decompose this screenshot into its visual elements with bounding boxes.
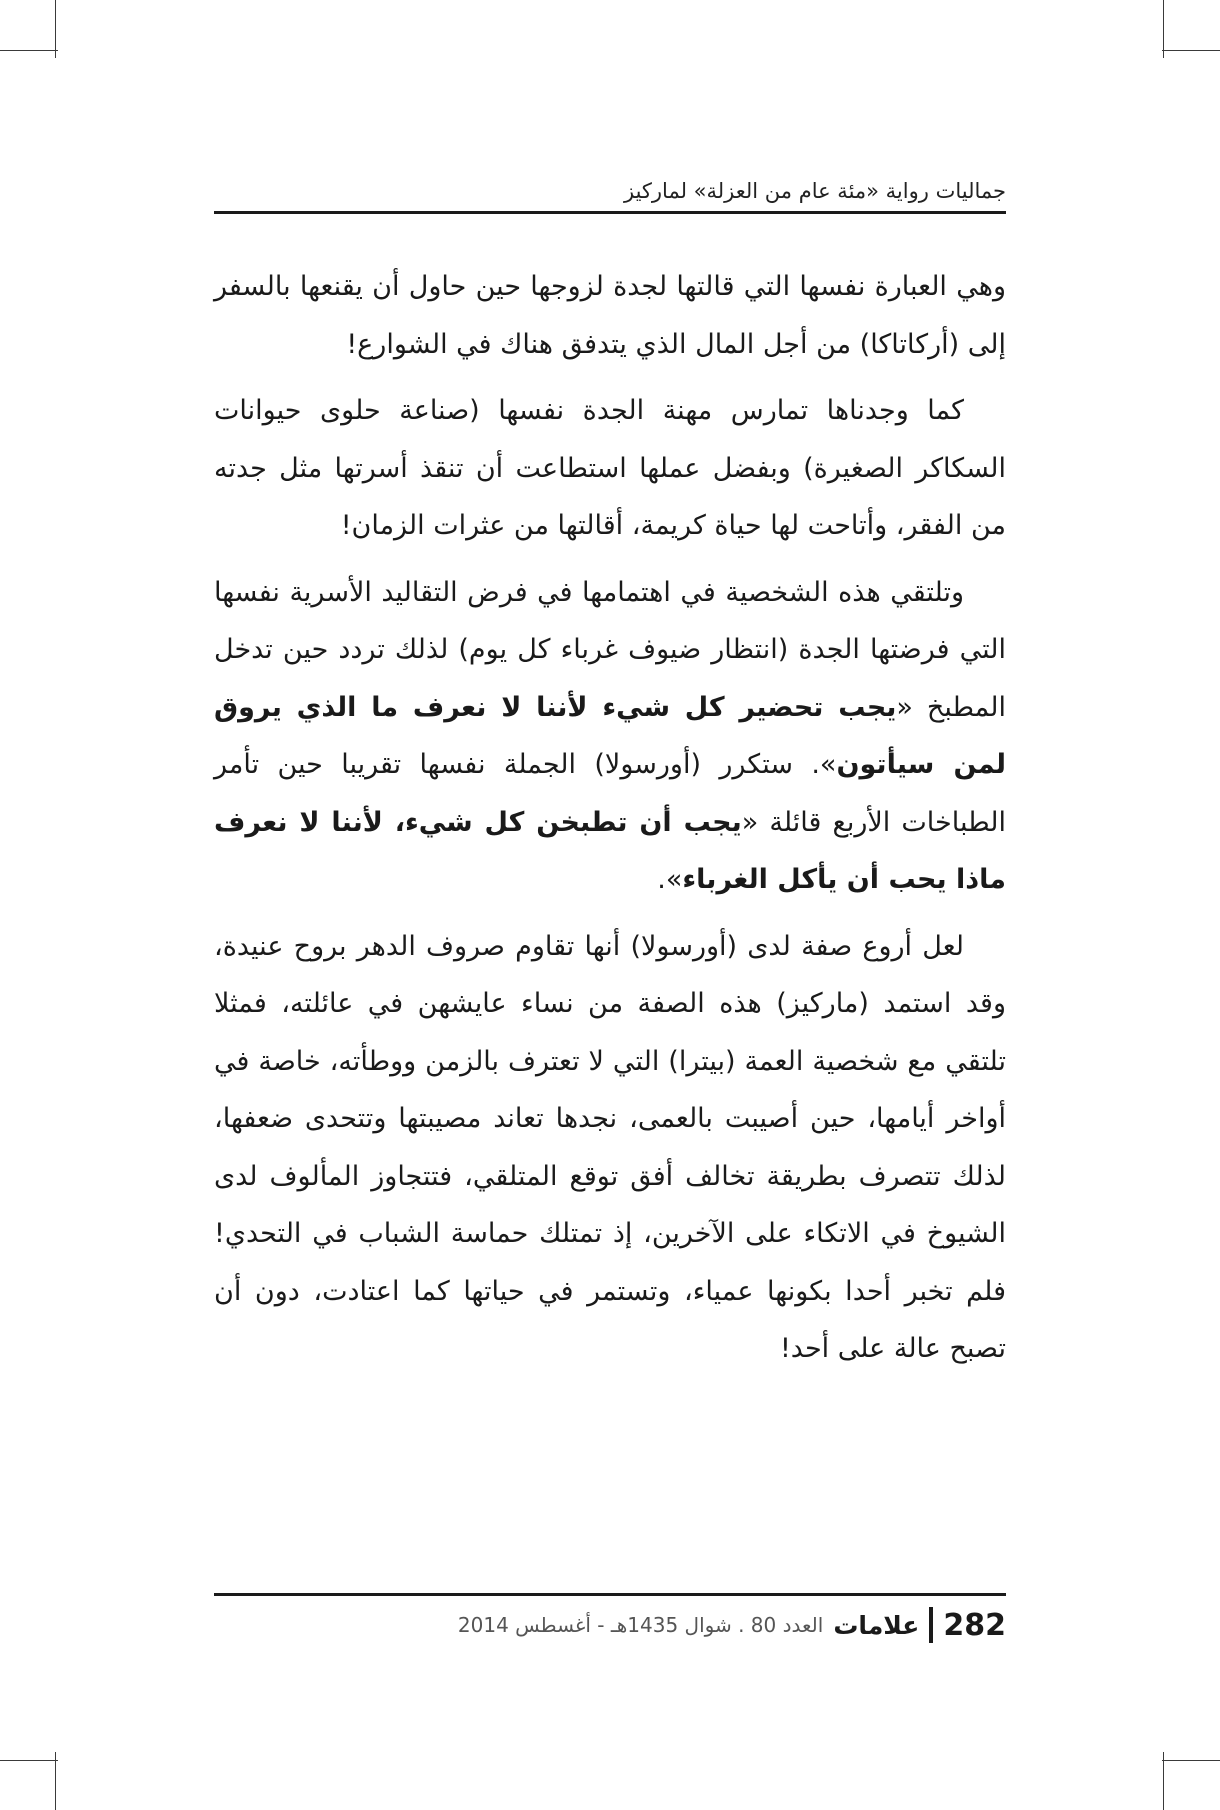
crop-mark [1162, 50, 1220, 51]
page-number: 282 [943, 1607, 1006, 1643]
crop-mark [0, 1760, 58, 1761]
journal-logo: علامات [833, 1610, 920, 1640]
quote-bold-1: يجب تحضير كل شيء لأننا لا نعرف ما الذي يروق لمن سيأتون [214, 691, 1006, 780]
issue-info: العدد 80 . شوال 1435هـ - أغسطس 2014 [457, 1613, 824, 1637]
paragraph-3-text: ». ستكرر (أورسولا) الجملة نفسها تقريبا حين تأمر الطباخات الأربع قائلة « [214, 749, 1006, 838]
footer-rule [214, 1593, 1006, 1596]
paragraph-4: لعل أروع صفة لدى (أورسولا) أنها تقاوم صروف الدهر بروح عنيدة، وقد استمد (ماركيز) هذه الصفة من نساء عايشهن في عائلته، فمثلا تلتقي مع شخصية العمة (بيترا) التي لا تعترف بالزمن ووطأته، خاصة في أواخر أيامها، حين أصيبت بالعمى، نجدها تعاند مصيبتها وتتحدى ضعفها، لذلك تتصرف بطريقة تخالف أفق توقع المتلقي، فتتجاوز المألوف لدى الشيوخ في الاتكاء على الآخرين، إذ تمتلك حماسة الشباب في التحدي! فلم تخبر أحدا بكونها عمياء، وتستمر في حياتها كما اعتادت، دون أن تصبح عالة على أحد! [214, 930, 1006, 1364]
page-footer [214, 1605, 1006, 1645]
paragraph-3-text: وتلتقي هذه الشخصية في اهتمامها في فرض التقاليد الأسرية نفسها التي فرضتها الجدة (انتظار ضيوف غرباء كل يوم) لذلك تردد حين تدخل المطبخ « [214, 576, 1006, 723]
paragraph-3-text: ». [657, 864, 683, 895]
article-body [214, 258, 1006, 1378]
paragraph-1: وهي العبارة نفسها التي قالتها لجدة لزوجها حين حاول أن يقنعها بالسفر إلى (أركاتاكا) من أجل المال الذي يتدفق هناك في الشوارع! [214, 271, 1006, 360]
footer-separator [929, 1607, 933, 1643]
crop-mark [1162, 1760, 1220, 1761]
header-rule [214, 211, 1006, 214]
running-header: جماليات رواية «مئة عام من العزلة» لماركيز [623, 179, 1006, 203]
paragraph-3 [214, 564, 1006, 909]
quote-bold-2: يجب أن تطبخن كل شيء، لأننا لا نعرف ماذا يحب أن يأكل الغرباء [214, 806, 1006, 895]
paragraph-2: كما وجدناها تمارس مهنة الجدة نفسها (صناعة حلوى حيوانات السكاكر الصغيرة) وبفضل عملها استطاعت أن تنقذ أسرتها مثل جدته من الفقر، وأتاحت لها حياة كريمة، أقالتها من عثرات الزمان! [214, 395, 1006, 541]
crop-mark [0, 50, 58, 51]
